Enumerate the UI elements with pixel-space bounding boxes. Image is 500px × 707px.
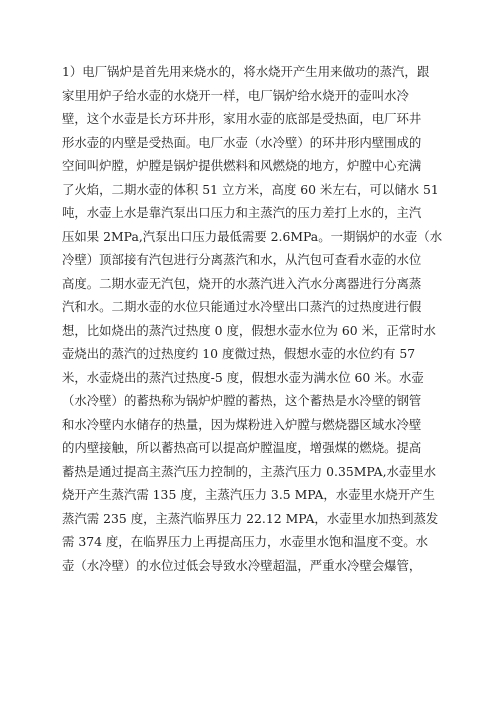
text-line: 壁，这个水壶是长方环井形，家用水壶的底部是受热面，电厂环井 — [62, 111, 422, 126]
text-line: 高度。二期水壶无汽包，烧开的水蒸汽进入汽水分离器进行分离蒸 — [62, 275, 422, 291]
text-line: 米，水壶烧出的蒸汽过热度-5 度，假想水壶为满水位 60 米。水壶 — [62, 369, 424, 385]
text-line: 蒸汽需 235 度，主蒸汽临界压力 22.12 MPA，水壶里水加热到蒸发 — [62, 510, 439, 526]
text-line: （水冷壁）的蓄热称为锅炉炉膛的蓄热，这个蓄热是水冷壁的钢管 — [62, 393, 422, 408]
text-line: 汽和水。二期水壶的水位只能通过水冷壁出口蒸汽的过热度进行假 — [62, 299, 422, 314]
text-line: 形水壶的内壁是受热面。电厂水壶（水冷壁）的环井形内壁围成的 — [62, 134, 422, 150]
text-line: 需 374 度，在临界压力上再提高压力，水壶里水饱和温度不变。水 — [62, 534, 429, 549]
text-line: 想，比如烧出的蒸汽过热度 0 度，假想水壶水位为 60 米，正常时水 — [62, 322, 436, 338]
text-line: 吨，水壶上水是靠汽泵出口压力和主蒸汽的压力差打上水的，主汽 — [62, 205, 422, 220]
text-line: 烧开产生蒸汽需 135 度，主蒸汽压力 3.5 MPA，水壶里水烧开产生 — [62, 487, 435, 502]
text-line: 的内壁接触，所以蓄热高可以提高炉膛温度，增强煤的燃烧。提高 — [62, 440, 422, 455]
text-line: 1）电厂锅炉是首先用来烧水的，将水烧开产生用来做功的蒸汽，跟 — [62, 64, 430, 79]
text-line: 和水冷壁内水储存的热量，因为煤粉进入炉膛与燃烧器区域水冷壁 — [62, 416, 422, 432]
body-paragraph — [62, 60, 442, 577]
text-line: 空间叫炉膛，炉膛是锅炉提供燃料和风燃烧的地方，炉膛中心充满 — [62, 158, 422, 173]
text-line: 蓄热是通过提高主蒸汽压力控制的，主蒸汽压力 0.35MPA,水壶里水 — [62, 463, 437, 479]
text-line: 家里用炉子给水壶的水烧开一样，电厂锅炉给水烧开的壶叫水冷 — [62, 87, 409, 103]
text-line: 了火焰，二期水壶的体积 51 立方米，高度 60 米左右，可以储水 51 — [62, 181, 439, 197]
text-line: 压如果 2MPa,汽泵出口压力最低需要 2.6MPa。一期锅炉的水壶（水 — [62, 228, 443, 244]
text-line: 壶（水冷壁）的水位过低会导致水冷壁超温，严重水冷壁会爆管， — [62, 557, 422, 573]
text-line: 壶烧出的蒸汽的过热度约 10 度微过热，假想水壶的水位约有 57 — [62, 346, 416, 361]
text-line: 冷壁）顶部接有汽包进行分离蒸汽和水，从汽包可查看水壶的水位 — [62, 252, 422, 267]
